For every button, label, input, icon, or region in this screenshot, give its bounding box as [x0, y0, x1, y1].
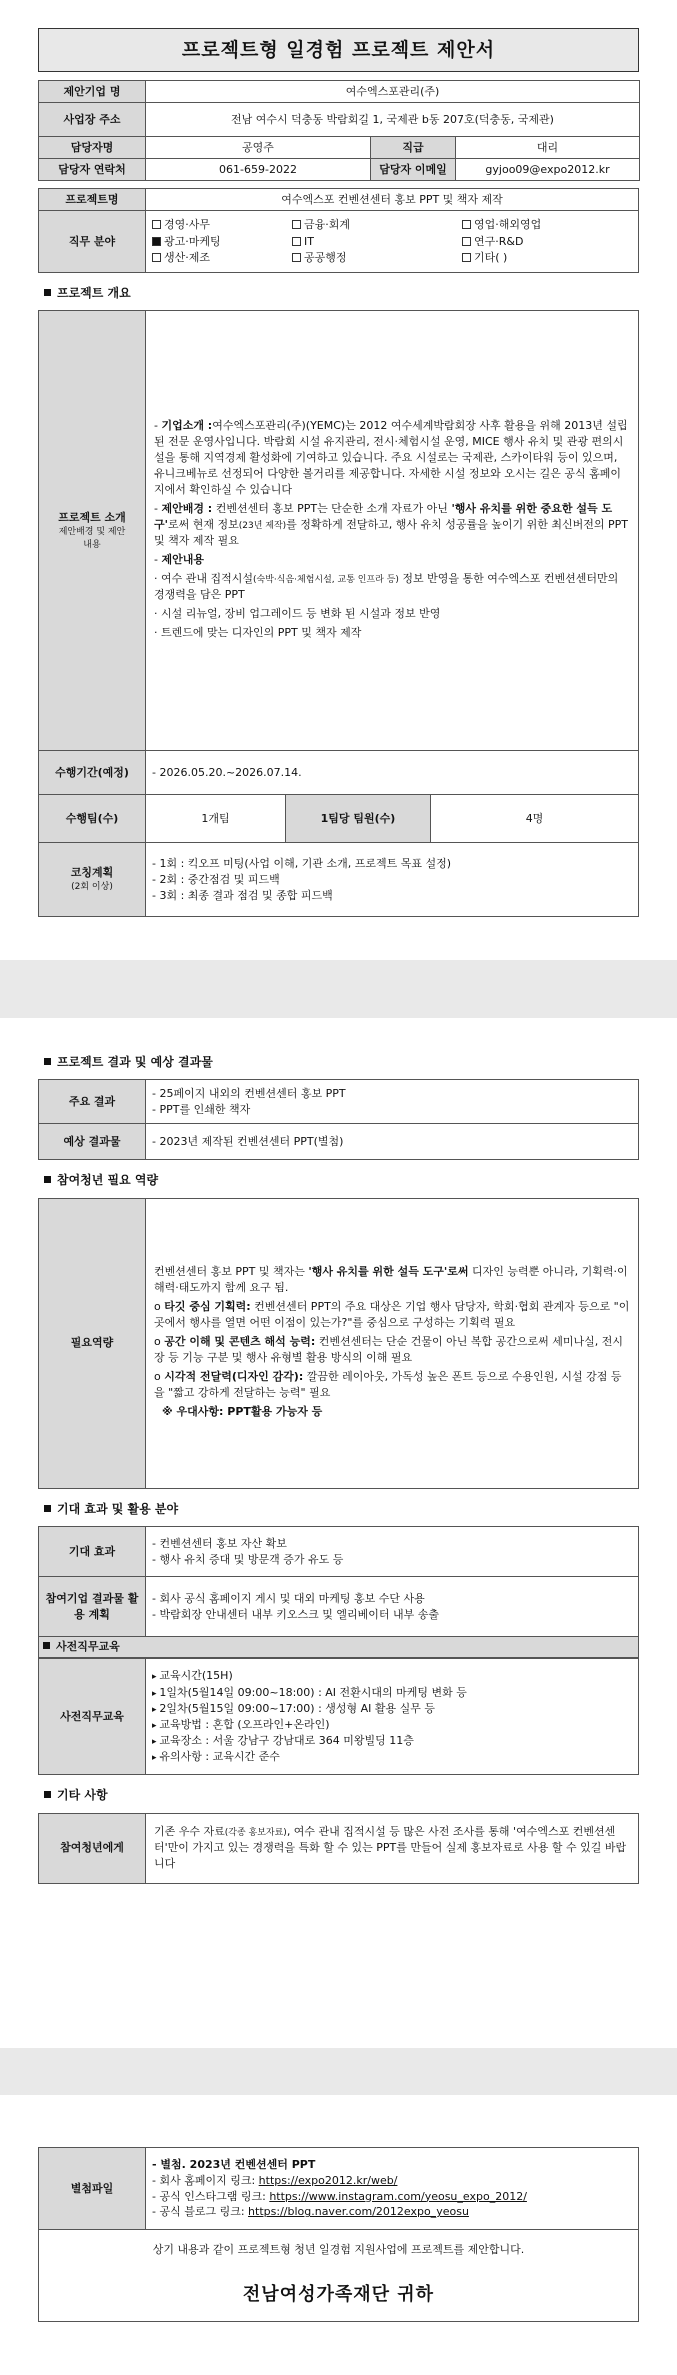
training-content: ▸ 교육시간(15H) ▸ 1일차(5월14일 09:00~18:00) : AI 전환시대의 마케팅 변화 등 ▸ 2일차(5월15일 09:00~17:00) : 생성형 AI 활용 실무 등 ▸ 교육방법 : 혼합 (오프라인+온라인) ▸ 교육장소 : 서울 강남구 강남대로 364 미왕빌딩 11층 ▸ 유의사항 : 교육시간 준수 [146, 1659, 639, 1775]
coaching-plan: - 1회 : 킥오프 미팅(사업 이해, 기관 소개, 프로젝트 목표 설정) - 2회 : 중간점검 및 피드백 - 3회 : 최종 결과 점검 및 종합 피드백 [146, 843, 639, 917]
company-name: 여수엑스포관리(주) [146, 81, 640, 103]
address-label: 사업장 주소 [39, 103, 146, 137]
training-table [38, 1658, 639, 1775]
checkbox-icon[interactable] [462, 220, 471, 229]
job-field-option[interactable] [292, 234, 462, 250]
usage-plan-list: - 회사 공식 홈페이지 게시 및 대외 마케팅 홍보 수단 사용 - 박람회장 안내센터 내부 키오스크 및 엘리베이터 내부 송출 [146, 1577, 639, 1637]
contact-label: 담당자 연락처 [39, 159, 146, 181]
overview-table [38, 310, 639, 917]
expected-results: - 2023년 제작된 컨벤션센터 PPT(별첨) [146, 1124, 639, 1160]
job-field-option[interactable] [462, 217, 612, 233]
manager-position: 대리 [456, 137, 640, 159]
checkbox-icon[interactable] [292, 253, 301, 262]
competency-content: 컨벤션센터 홍보 PPT 및 책자는 '행사 유치를 위한 설득 도구'로써 디자인 능력뿐 아니라, 기획력·이해력·태도까지 함께 요구 됨. o 타깃 중심 기획력: 컨벤션센터 PPT의 주요 대상은 기업 행사 담당자, 학회·협회 관계자 등으로 "이곳에서 행사를 열면 어떤 이점이 있는가?"를 중심으로 구성하는 기획력 필요 o 공간 이해 및 콘텐츠 해석 능력: 컨벤션센터는 단순 건물이 아닌 복합 공간으로써 세미나실, 전시장 등 기능 구분 및 행사 유형별 활용 방식의 이해 필요 o 시각적 전달력(디자인 감각): 깔끔한 레이아웃, 가독성 높은 폰트 등으로 수용인원, 시설 강점 등을 "짧고 강하게 전달하는 능력" 필요 ※ 우대사항: PPT활용 가능자 등 [146, 1198, 639, 1488]
manager-name: 공영주 [146, 137, 371, 159]
project-name: 여수엑스포 컨벤션센터 홍보 PPT 및 책자 제작 [146, 189, 639, 211]
competency-table [38, 1198, 639, 1489]
blog-link[interactable]: https://blog.naver.com/2012expo_yeosu [248, 2205, 469, 2219]
job-field-options [146, 211, 639, 273]
main-results-label: 주요 결과 [39, 1080, 146, 1124]
checkbox-icon[interactable] [152, 253, 161, 262]
etc-content: 기존 우수 자료(각종 홍보자료), 여수 관내 집적시설 등 많은 사전 조사를 통해 '여수엑스포 컨벤션센터'만이 가지고 있는 경쟁력을 특화 할 수 있는 PPT를 만들어 실제 홍보자료로 사용 할 수 있길 바랍니다 [146, 1813, 639, 1883]
project-info-table [38, 188, 639, 273]
attachments-label: 별첨파일 [39, 2148, 146, 2230]
position-label: 직급 [371, 137, 456, 159]
job-field-option[interactable] [462, 250, 612, 266]
checkbox-icon[interactable] [292, 220, 301, 229]
instagram-link[interactable]: https://www.instagram.com/yeosu_expo_2012/ [269, 2189, 527, 2203]
submission-note: 상기 내용과 같이 프로젝트형 청년 일경험 지원사업에 프로젝트를 제안합니다. [152, 2243, 525, 2256]
job-field-option[interactable] [462, 234, 612, 250]
page-2 [0, 1018, 677, 2048]
attachments-content: - 별첨. 2023년 컨벤션센터 PPT - 회사 홈페이지 링크: https://expo2012.kr/web/ - 공식 인스타그램 링크: https://www.instagram.com/yeosu_expo_2012/ - 공식 블로그 링크: https://blog.naver.com/2012expo_yeosu [146, 2148, 639, 2230]
section-heading-etc: 기타 사항 [44, 1787, 639, 1804]
section-heading-results: 프로젝트 결과 및 예상 결과물 [44, 1054, 639, 1071]
checkbox-icon[interactable] [292, 237, 301, 246]
page-3 [0, 2095, 677, 2375]
main-results: - 25페이지 내외의 컨벤션센터 홍보 PPT - PPT를 인쇄한 책자 [146, 1080, 639, 1124]
members-value: 4명 [431, 795, 639, 843]
recipient-signature: 전남여성가족재단 귀하 [242, 2283, 435, 2305]
checked-box-icon[interactable] [152, 237, 161, 246]
job-field-option[interactable] [152, 234, 292, 250]
team-value: 1개팀 [146, 795, 286, 843]
job-field-option-label: 기타( ) [474, 251, 508, 265]
job-field-option[interactable] [292, 217, 462, 233]
page-1 [0, 0, 677, 960]
overview-content: - 기업소개 :여수엑스포관리(주)(YEMC)는 2012 여수세계박람회장 사후 활용을 위해 2013년 설립된 전문 운영사입니다. 박람회 시설 유지관리, 전시·체험시설 운영, MICE 행사 유치 및 관광 편의시설을 통해 지역경제 활성화에 기여하고 있습니다. 주요 시설로는 국제관, 스카이타워 등이 있으며, 유니크베뉴로 선정되어 다양한 볼거리를 제공합니다. 자세한 시설 정보와 오시는 길은 공식 홈페이지에서 확인하실 수 있습니다 - 제안배경 : 컨벤션센터 홍보 PPT는 단순한 소개 자료가 아닌 '행사 유치를 위한 중요한 설득 도구'로써 현재 정보(23년 제작)를 정확하게 전달하고, 행사 유치 성공률을 높이기 위한 최신버전의 PPT 및 책자 제작 필요 - 제안내용 · 여수 관내 집적시설(숙박·식음·체험시설, 교통 인프라 등) 정보 반영을 통한 여수엑스포 컨벤션센터만의 경쟁력을 담은 PPT · 시설 리뉴얼, 장비 업그레이드 등 변화 된 시설과 정보 반영 · 트렌드에 맞는 디자인의 PPT 및 책자 제작 [146, 311, 639, 751]
job-field-option-label: 생산·제조 [164, 251, 211, 265]
team-label: 수행팀(수) [39, 795, 146, 843]
checkbox-icon[interactable] [462, 253, 471, 262]
job-field-option-label: 영업·해외영업 [474, 217, 542, 231]
effect-list: - 컨벤션센터 홍보 자산 확보 - 행사 유치 증대 및 방문객 증가 유도 등 [146, 1527, 639, 1577]
effect-label: 기대 효과 [39, 1527, 146, 1577]
job-field-option[interactable] [152, 250, 292, 266]
manager-label: 담당자명 [39, 137, 146, 159]
job-field-option-label: 연구·R&D [474, 234, 524, 248]
project-name-label: 프로젝트명 [39, 189, 146, 211]
document-title: 프로젝트형 일경험 프로젝트 제안서 [38, 28, 639, 72]
section-heading-training: 사전직무교육 [38, 1637, 639, 1658]
homepage-link[interactable]: https://expo2012.kr/web/ [258, 2173, 398, 2187]
results-table [38, 1079, 639, 1160]
period-value: - 2026.05.20.~2026.07.14. [146, 751, 639, 795]
job-field-label: 직무 분야 [39, 211, 146, 273]
usage-plan-label: 참여기업 결과물 활용 계획 [39, 1577, 146, 1637]
members-label: 1팀당 팀원(수) [286, 795, 431, 843]
training-label: 사전직무교육 [39, 1659, 146, 1775]
submission-box [39, 2230, 639, 2322]
job-field-option-label: 경영·사무 [164, 217, 211, 231]
effects-table [38, 1526, 639, 1637]
job-field-option[interactable] [292, 250, 462, 266]
email-label: 담당자 이메일 [371, 159, 456, 181]
etc-table [38, 1813, 639, 1884]
section-heading-competency: 참여청년 필요 역량 [44, 1172, 639, 1189]
coaching-label: 코칭계획 (2회 이상) [39, 843, 146, 917]
job-field-option[interactable] [152, 217, 292, 233]
checkbox-icon[interactable] [152, 220, 161, 229]
competency-label: 필요역량 [39, 1198, 146, 1488]
attachments-table [38, 2147, 639, 2322]
job-field-option-label: 공공행정 [304, 251, 347, 265]
job-field-option-label: 금융·회계 [304, 217, 351, 231]
job-field-option-label: 광고·마케팅 [164, 234, 221, 248]
overview-label: 프로젝트 소개 제안배경 및 제안내용 [39, 311, 146, 751]
section-heading-overview: 프로젝트 개요 [44, 285, 639, 302]
company-info-table [38, 80, 640, 181]
period-label: 수행기간(예정) [39, 751, 146, 795]
checkbox-icon[interactable] [462, 237, 471, 246]
job-field-option-label: IT [304, 234, 314, 248]
company-address: 전남 여수시 덕충동 박람회길 1, 국제관 b동 207호(덕충동, 국제관) [146, 103, 640, 137]
manager-contact: 061-659-2022 [146, 159, 371, 181]
company-name-label: 제안기업 명 [39, 81, 146, 103]
expected-results-label: 예상 결과물 [39, 1124, 146, 1160]
etc-label: 참여청년에게 [39, 1813, 146, 1883]
manager-email: gyjoo09@expo2012.kr [456, 159, 640, 181]
section-heading-effects: 기대 효과 및 활용 분야 [44, 1501, 639, 1518]
